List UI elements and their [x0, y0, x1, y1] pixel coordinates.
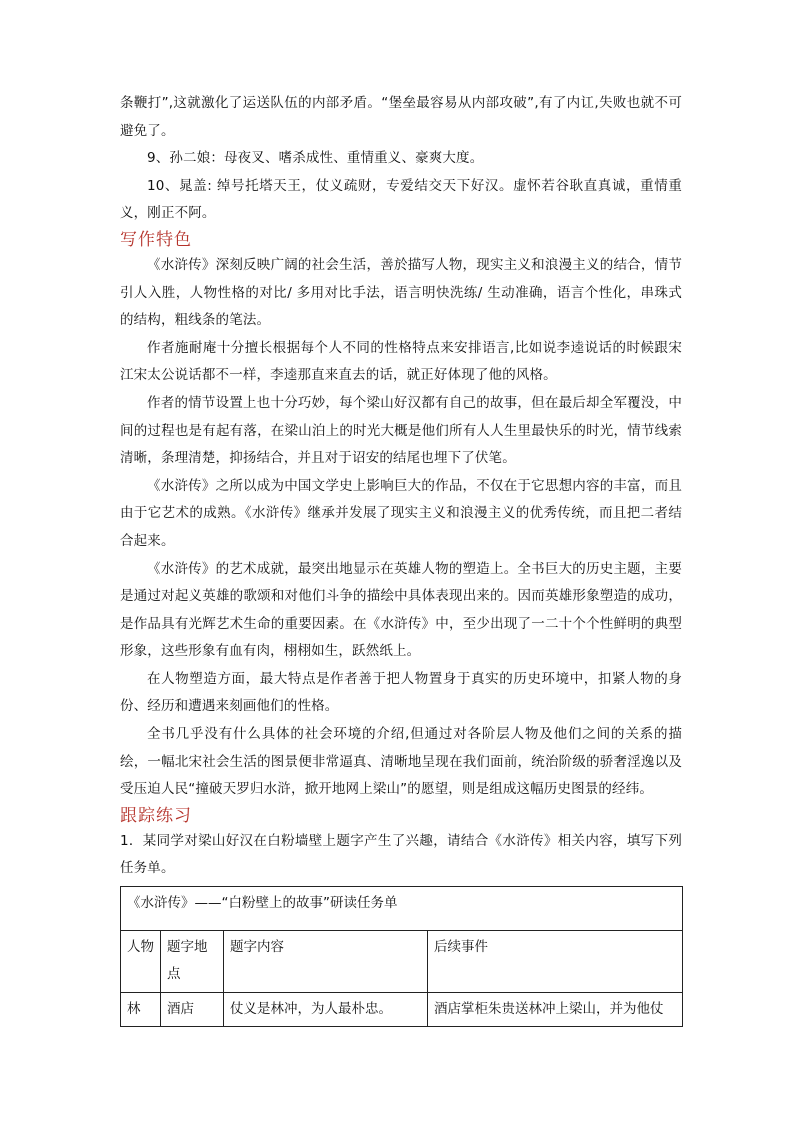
paragraph-chao-gai: 10、晁盖: 绰号托塔天王，仗义疏财，专爱结交天下好汉。虚怀若谷耿直真诚，重情重义，刚正不阿。	[120, 177, 682, 222]
paragraph-continuation: 条鞭打”,这就激化了运送队伍的内部矛盾。“堡垒最容易从内部攻破”,有了内讧,失败也就不可避免了。	[120, 95, 682, 139]
paragraph-writing-7-part-a: 全书几乎没有什么具体的社会环境的介绍,但通过对各阶层人物及他们之间的关系的描绘，一幅北宋社会生活的图景便非常逼真、清晰地呈现在我们面前，统治阶级的骄奢淫逸以及受压迫人民“	[120, 726, 682, 798]
paragraph-writing-1: 《水浒传》深刻反映广阔的社会生活，善於描写人物，现实主义和浪漫主义的结合，情节引人入胜，人物性格的对比/ 多用对比手法，语言明快洗练/ 生动准确，语言个性化，串珠式的结构，粗线条的笔法。	[120, 256, 682, 329]
table-header-row	[121, 930, 683, 992]
paragraph-writing-3: 作者的情节设置上也十分巧妙，每个梁山好汉都有自己的故事，但在最后却全军覆没，中间的过程也是有起有落，在梁山泊上的时光大概是他们所有人人生里最快乐的时光，情节线索清晰，条理清楚，抑扬结合，并且对于诏安的结尾也埋下了伏笔。	[120, 394, 682, 467]
table-cell: 酒店	[161, 992, 224, 1027]
table-row	[121, 992, 683, 1027]
table-cell: 酒店掌柜朱贵送林冲上梁山，并为他仗	[428, 992, 683, 1027]
table-cell: 林	[121, 992, 161, 1027]
table-header-cell: 题字内容	[224, 930, 428, 992]
task-table	[120, 886, 683, 1027]
table-title: 《水浒传》——“白粉壁上的故事”研读任务单	[121, 887, 683, 931]
paragraph-writing-7-quote: 撞破天罗归水浒，掀开地网上梁山	[195, 781, 401, 798]
table-cell: 仗义是林冲，为人最朴忠。	[224, 992, 428, 1027]
paragraph-writing-7-part-b: ”的愿望，则是组成这幅历史图景的经纬。	[400, 781, 653, 798]
table-header-cell: 人物	[121, 930, 161, 992]
paragraph-writing-4: 《水浒传》之所以成为中国文学史上影响巨大的作品，不仅在于它思想内容的丰富，而且由于它艺术的成熟。《水浒传》继承并发展了现实主义和浪漫主义的优秀传统，而且把二者结合起来。	[120, 477, 682, 549]
table-title-row	[121, 887, 683, 931]
heading-practice: 跟踪练习	[120, 805, 192, 826]
paragraph-writing-5: 《水浒传》的艺术成就，最突出地显示在英雄人物的塑造上。全书巨大的历史主题，主要是通过对起义英雄的歌颂和对他们斗争的描绘中具体表现出来的。因而英雄形象塑造的成功，是作品具有光辉艺术生命的重要因素。在《水浒传》中，至少出现了一二十个个性鲜明的典型形象，这些形象有血有肉，栩栩如生，跃然纸上。	[120, 560, 682, 660]
heading-writing-features: 写作特色	[120, 229, 192, 250]
paragraph-writing-6: 在人物塑造方面，最大特点是作者善于把人物置身于真实的历史环境中，扣紧人物的身份、经历和遭遇来刻画他们的性格。	[120, 670, 682, 715]
paragraph-sun-erniang: 9、孙二娘：母夜叉、嗜杀成性、重情重义、豪爽大度。	[147, 150, 484, 167]
document-content	[120, 90, 682, 1027]
paragraph-writing-2: 作者施耐庵十分擅长根据每个人不同的性格特点来安排语言,比如说李逵说话的时候跟宋江宋太公说话都不一样，李逵那直来直去的话，就正好体现了他的风格。	[120, 339, 682, 384]
table-header-cell: 题字地点	[161, 930, 224, 992]
table-header-cell: 后续事件	[428, 930, 683, 992]
question-1: 1．某同学对梁山好汉在白粉墙壁上题字产生了兴趣，请结合《水浒传》相关内容，填写下列任务单。	[120, 832, 682, 877]
paragraph-writing-7	[120, 721, 682, 804]
